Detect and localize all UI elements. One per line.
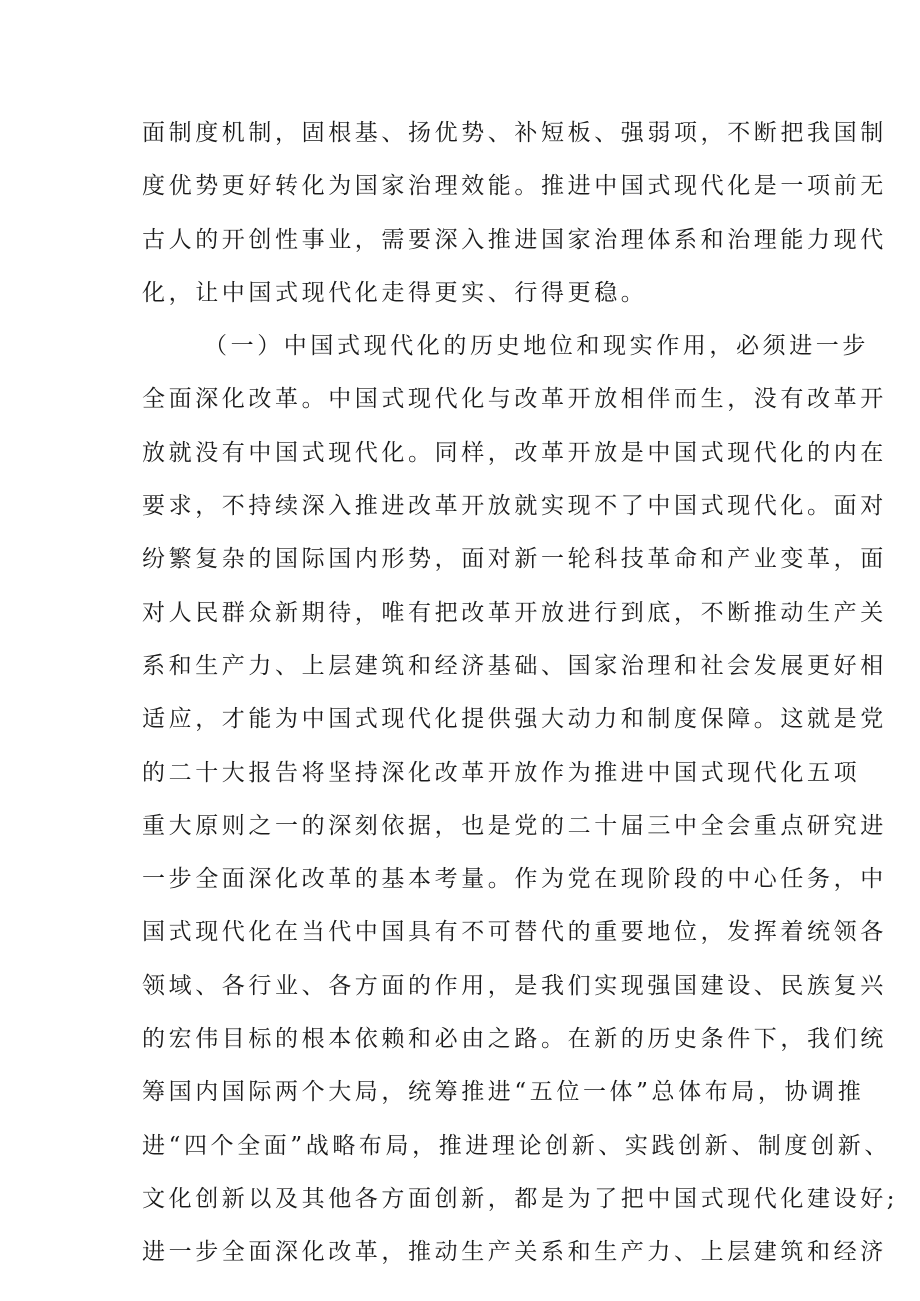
text-line: 对人民群众新期待，唯有把改革开放进行到底，不断推动生产关 [142, 599, 887, 626]
body-text [142, 107, 899, 1280]
text-line: 全面深化改革。中国式现代化与改革开放相伴而生，没有改革开 [142, 386, 887, 413]
text-line: 的二十大报告将坚持深化改革开放作为推进中国式现代化五项 [142, 759, 861, 786]
text-line: 古人的开创性事业，需要深入推进国家治理体系和治理能力现代 [142, 226, 887, 253]
text-line: 化，让中国式现代化走得更实、行得更稳。 [142, 279, 648, 306]
text-line: 一步全面深化改革的基本考量。作为党在现阶段的中心任务，中 [142, 866, 887, 893]
text-line: 文化创新以及其他各方面创新，都是为了把中国式现代化建设好; [142, 1185, 899, 1212]
text-line: 适应，才能为中国式现代化提供强大动力和制度保障。这就是党 [142, 706, 887, 733]
text-line: 纷繁复杂的国际国内形势，面对新一轮科技革命和产业变革，面 [142, 546, 887, 573]
text-line: 国式现代化在当代中国具有不可替代的重要地位，发挥着统领各 [142, 919, 887, 946]
text-line: 的宏伟目标的根本依赖和必由之路。在新的历史条件下，我们统 [142, 1026, 887, 1053]
text-line: 面制度机制，固根基、扬优势、补短板、强弱项，不断把我国制 [142, 120, 887, 146]
text-line: 要求，不持续深入推进改革开放就实现不了中国式现代化。面对 [142, 493, 887, 520]
text-line: 进一步全面深化改革，推动生产关系和生产力、上层建筑和经济 [142, 1239, 887, 1266]
text-line: 进“四个全面”战略布局，推进理论创新、实践创新、制度创新、 [142, 1132, 891, 1159]
text-line: 领域、各行业、各方面的作用，是我们实现强国建设、民族复兴 [142, 972, 887, 999]
text-line: 度优势更好转化为国家治理效能。推进中国式现代化是一项前无 [142, 173, 887, 200]
text-line: 系和生产力、上层建筑和经济基础、国家治理和社会发展更好相 [142, 652, 887, 679]
section-heading-line: （一）中国式现代化的历史地位和现实作用，必须进一步 [204, 333, 869, 360]
text-line: 重大原则之一的深刻依据，也是党的二十届三中全会重点研究进 [142, 812, 887, 839]
text-line: 筹国内国际两个大局，统筹推进“五位一体”总体布局，协调推 [142, 1079, 865, 1106]
text-line: 放就没有中国式现代化。同样，改革开放是中国式现代化的内在 [142, 439, 887, 466]
